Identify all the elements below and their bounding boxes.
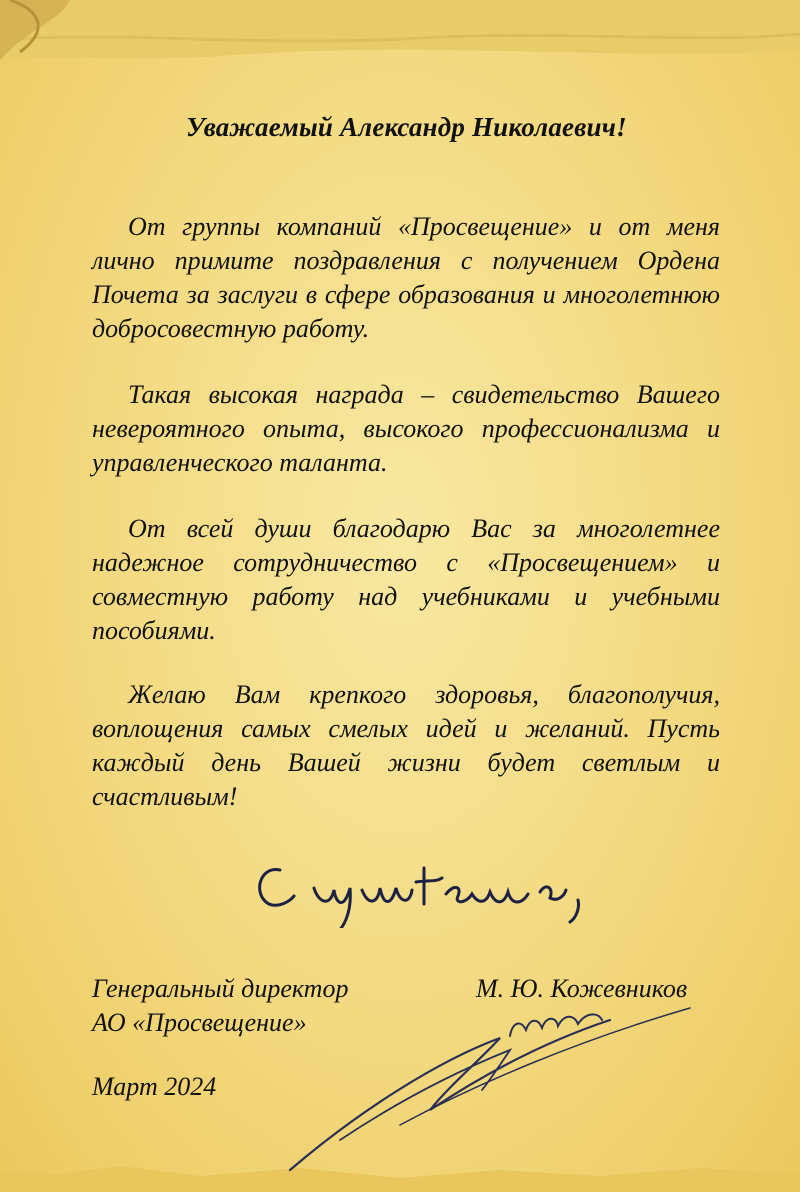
letter-date: Март 2024 bbox=[92, 1072, 217, 1101]
handwritten-signature bbox=[250, 990, 710, 1180]
paragraph-wishes: Желаю Вам крепкого здоровья, благополучия, воплощения самых смелых идей и желаний. Пусть каждый день Вашей жизни будет светлым и счастливым! bbox=[92, 680, 720, 811]
handwritten-closing bbox=[240, 838, 600, 928]
signatory-title: Генеральный директор bbox=[92, 974, 349, 1003]
signatory-name: М. Ю. Кожевников bbox=[476, 974, 688, 1003]
paragraph-congratulations: От группы компаний «Просвещение» и от меня лично примите поздравления с получением Ордена Почета за заслуги в сфере образования и многолетнюю добросовестную работу. bbox=[92, 212, 720, 343]
paragraph-award: Такая высокая награда – свидетельство Вашего невероятного опыта, высокого профессионализма и управленческого таланта. bbox=[92, 380, 720, 477]
signatory-organization: АО «Просвещение» bbox=[92, 1008, 307, 1037]
salutation: Уважаемый Александр Николаевич! bbox=[186, 112, 627, 142]
paragraph-gratitude: От всей души благодарю Вас за многолетнее надежное сотрудничество с «Просвещением» и совместную работу над учебниками и учебными пособиями. bbox=[92, 514, 720, 645]
